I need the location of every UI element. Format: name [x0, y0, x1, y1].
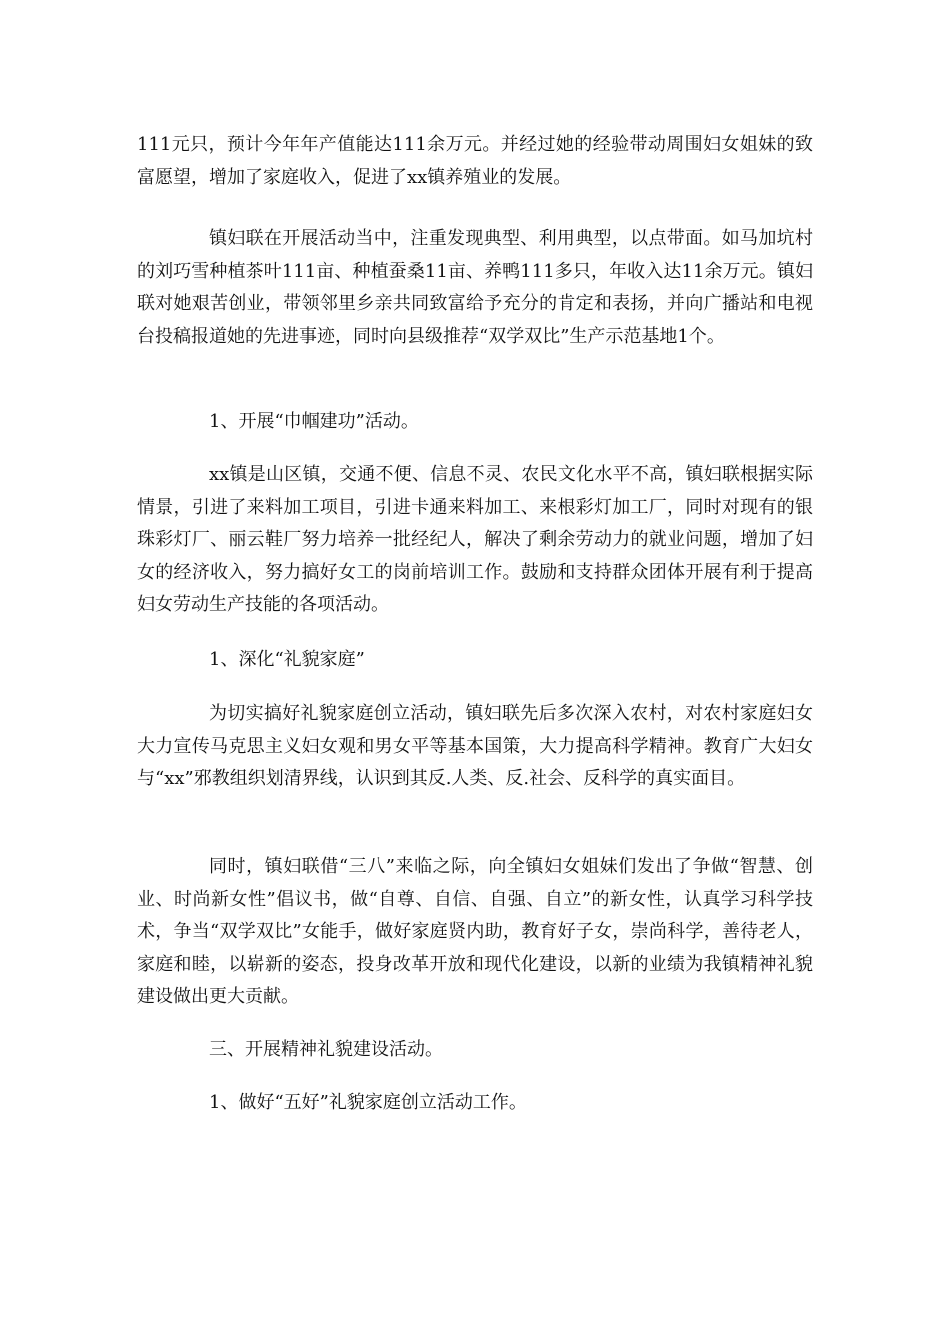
section-heading-jinguo: 1、开展“巾帼建功”活动。: [209, 411, 419, 432]
section-heading-spiritual: 三、开展精神礼貌建设活动。: [209, 1039, 443, 1060]
section-heading-family: 1、深化“礼貌家庭”: [209, 649, 365, 670]
paragraph-mountain-town: xx镇是山区镇，交通不便、信息不灵、农民文化水平不高，镇妇联根据实际情景，引进了来料加工项目，引进卡通来料加工、来根彩灯加工厂，同时对现有的银珠彩灯厂、丽云鞋厂努力培养一批经纪人，解决了剩余劳动力的就业问题，增加了妇女的经济收入，努力搞好女工的岗前培训工作。鼓励和支持群众团体开展有利于提高妇女劳动生产技能的各项活动。: [137, 464, 813, 615]
paragraph-family-activity: 为切实搞好礼貌家庭创立活动，镇妇联先后多次深入农村，对农村家庭妇女大力宣传马克思主义妇女观和男女平等基本国策，大力提高科学精神。教育广大妇女与“xx”邪教组织划清界线，认识到其反.人类、反.社会、反科学的真实面目。: [137, 703, 813, 789]
paragraph-typical-example: 镇妇联在开展活动当中，注重发现典型、利用典型，以点带面。如马加坑村的刘巧雪种植茶叶111亩、种植蚕桑11亩、养鸭111多只，年收入达11余万元。镇妇联对她艰苦创业，带领邻里乡亲共同致富给予充分的肯定和表扬，并向广播站和电视台投稿报道她的先进事迹，同时向县级推荐“双学双比”生产示范基地1个。: [137, 228, 813, 347]
section-heading-five-good: 1、做好“五好”礼貌家庭创立活动工作。: [209, 1092, 527, 1113]
paragraph-women-day: 同时，镇妇联借“三八”来临之际，向全镇妇女姐妹们发出了争做“智慧、创业、时尚新女性”倡议书，做“自尊、自信、自强、自立”的新女性，认真学习科学技术，争当“双学双比”女能手，做好家庭贤内助，教育好子女，崇尚科学，善待老人，家庭和睦，以崭新的姿态，投身改革开放和现代化建设，以新的业绩为我镇精神礼貌建设做出更大贡献。: [137, 856, 813, 1007]
paragraph-continuation: 111元只，预计今年年产值能达111余万元。并经过她的经验带动周围妇女姐妹的致富愿望，增加了家庭收入，促进了xx镇养殖业的发展。: [137, 134, 813, 188]
